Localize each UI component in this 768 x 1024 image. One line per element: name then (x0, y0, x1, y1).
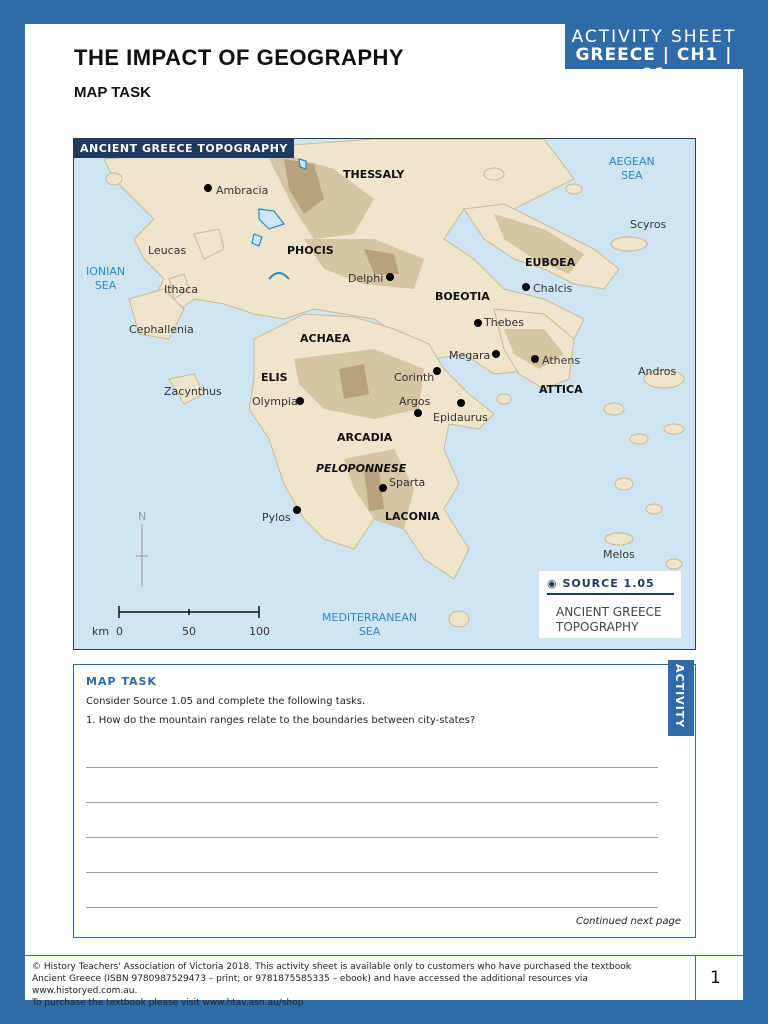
label-chalcis: Chalcis (533, 282, 573, 295)
page-number: 1 (710, 968, 721, 988)
label-pylos: Pylos (262, 511, 291, 524)
dot-delphi (386, 273, 394, 281)
region-laconia: LACONIA (385, 510, 440, 523)
topography-map (73, 138, 696, 650)
land-island-2 (630, 434, 648, 444)
land-melos (605, 533, 633, 545)
land-island-6 (666, 559, 682, 569)
region-euboea: EUBOEA (525, 256, 576, 269)
label-thebes: Thebes (484, 316, 524, 329)
label-argos: Argos (399, 395, 431, 408)
source-box (539, 571, 681, 638)
compass-north: N (138, 510, 147, 523)
region-elis: ELIS (261, 371, 288, 384)
label-zacynthus: Zacynthus (164, 385, 222, 398)
label-ithaca: Ithaca (164, 283, 199, 296)
label-olympia: Olympia (252, 395, 298, 408)
land-island-11 (566, 184, 582, 194)
scale-label-50: 50 (182, 625, 196, 638)
region-attica: ATTICA (539, 383, 583, 396)
footer-divider (25, 955, 743, 956)
land-scyros (611, 237, 647, 251)
answer-line-4[interactable] (86, 872, 658, 873)
scale-label-0: 0 (116, 625, 123, 638)
activity-sheet-tag (565, 24, 743, 85)
label-corinth: Corinth (394, 371, 435, 384)
land-island-8 (449, 611, 469, 627)
dot-thebes (474, 319, 482, 327)
label-ambracia: Ambracia (216, 184, 269, 197)
label-ionian-sea: IONIAN SEA (86, 265, 126, 292)
dot-megara (492, 350, 500, 358)
source-divider (547, 593, 674, 595)
lake-4 (299, 159, 306, 169)
tag-line2: GREECE | CH1 | 01 (575, 45, 733, 85)
source-icon: ◉ (547, 577, 558, 590)
source-caption: ANCIENT GREECE TOPOGRAPHY (556, 605, 662, 634)
dot-ambracia (204, 184, 212, 192)
region-phocis: PHOCIS (287, 244, 334, 257)
task-instructions: Consider Source 1.05 and complete the following tasks. (86, 696, 366, 707)
label-aegean-sea: AEGEAN SEA (609, 155, 655, 182)
label-epidaurus: Epidaurus (433, 411, 488, 424)
land-island-7 (497, 394, 511, 404)
land-island-4 (615, 478, 633, 490)
label-athens: Athens (542, 354, 581, 367)
label-cephallenia: Cephallenia (129, 323, 194, 336)
map-title: ANCIENT GREECE TOPOGRAPHY (74, 139, 294, 158)
land-island-1 (604, 403, 624, 415)
answer-line-3[interactable] (86, 837, 658, 838)
dot-pylos (293, 506, 301, 514)
land-island-3 (664, 424, 684, 434)
region-arcadia: ARCADIA (337, 431, 393, 444)
task-heading: MAP TASK (86, 675, 157, 688)
answer-line-1[interactable] (86, 767, 658, 768)
task-question-1: 1. How do the mountain ranges relate to the boundaries between city-states? (86, 715, 476, 726)
label-leucas: Leucas (148, 244, 187, 257)
label-sparta: Sparta (389, 476, 426, 489)
label-scyros: Scyros (630, 218, 667, 231)
footer-copyright: © History Teachers' Association of Victoria 2018. This activity sheet is available only to customers who have purchased the textbook Ancient Greece (ISBN 9780987529473 – print; or 9781875585335 – ebook) and have accessed the additional resources via www.historyed.com.au. To purchase the textbook please visit www.htav.asn.au/shop (32, 962, 631, 1008)
label-megara: Megara (449, 349, 491, 362)
scale-label-100: 100 (249, 625, 270, 638)
dot-sparta (379, 484, 387, 492)
tag-line1: ACTIVITY SHEET (571, 27, 737, 47)
land-island-10 (484, 168, 504, 180)
page-title: THE IMPACT OF GEOGRAPHY (74, 45, 405, 70)
region-thessaly: THESSALY (343, 168, 405, 181)
dot-chalcis (522, 283, 530, 291)
map-task-box (73, 664, 696, 938)
region-boeotia: BOEOTIA (435, 290, 490, 303)
scale-unit: km (92, 625, 110, 638)
label-melos: Melos (603, 548, 635, 561)
dot-athens (531, 355, 539, 363)
land-island-9 (106, 173, 122, 185)
source-heading: ◉ SOURCE 1.05 (547, 577, 655, 590)
dot-epidaurus (457, 399, 465, 407)
land-island-5 (646, 504, 662, 514)
label-mediterranean-sea: MEDITERRANEAN SEA (322, 611, 418, 638)
label-delphi: Delphi (348, 272, 384, 285)
answer-line-5[interactable] (86, 907, 658, 908)
activity-side-tab: ACTIVITY (668, 660, 694, 736)
label-andros: Andros (638, 365, 677, 378)
region-achaea: ACHAEA (300, 332, 351, 345)
dot-argos (414, 409, 422, 417)
region-peloponnese: PELOPONNESE (316, 462, 407, 475)
answer-line-2[interactable] (86, 802, 658, 803)
continued-note: Continued next page (576, 916, 681, 927)
mountain-arcadia (339, 364, 369, 399)
page-number-divider (695, 956, 696, 1000)
page-subtitle: MAP TASK (74, 84, 151, 101)
